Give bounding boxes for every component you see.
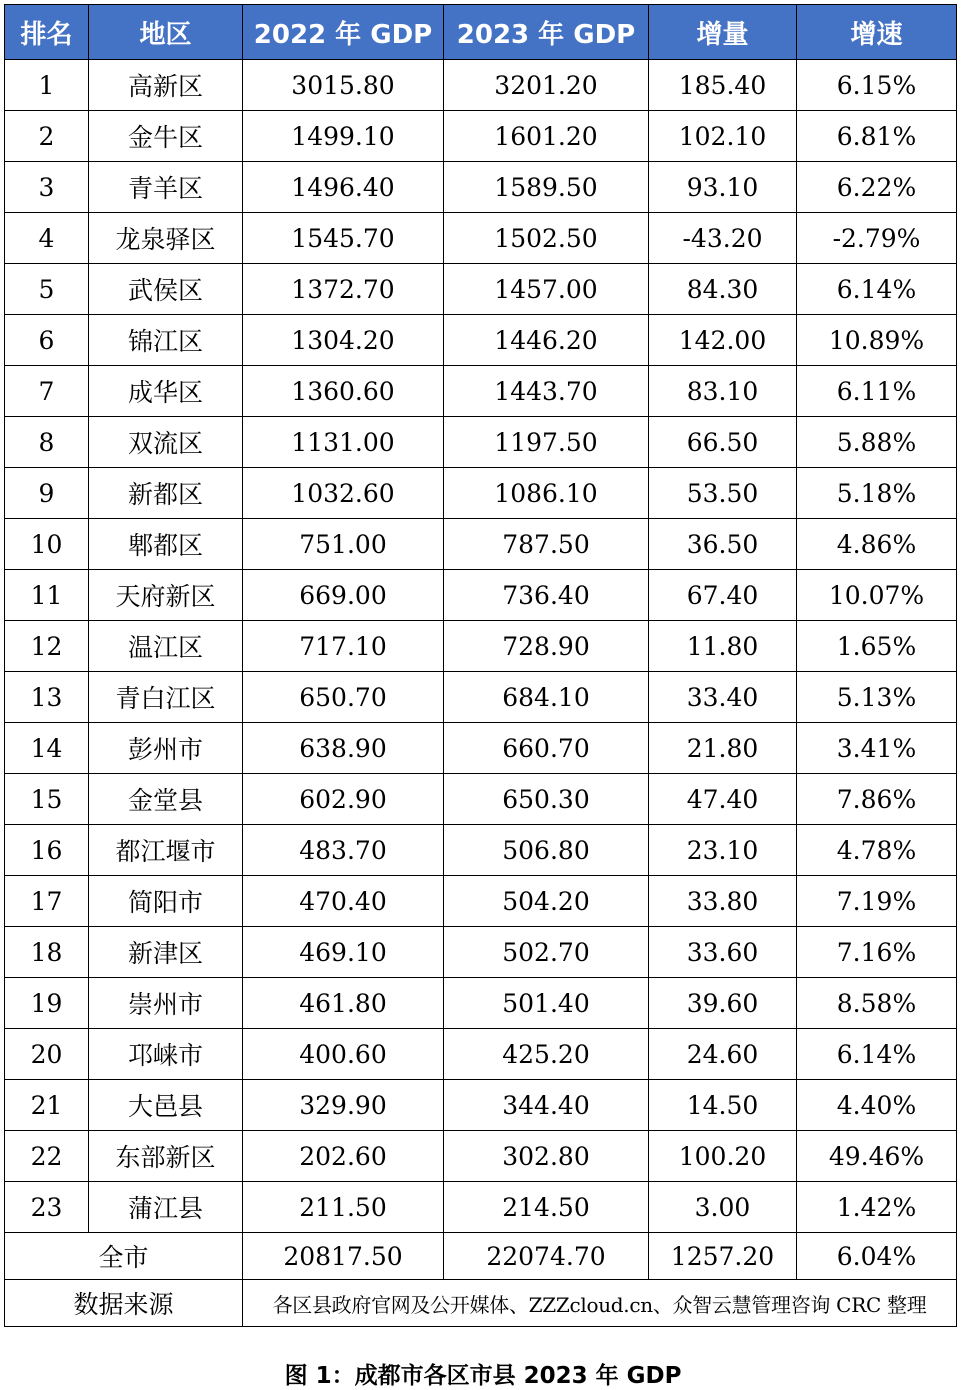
rank-cell: 17: [5, 876, 89, 927]
total-increase: 1257.20: [649, 1233, 797, 1280]
growth-cell: 5.18%: [797, 468, 957, 519]
table-row: [5, 825, 957, 876]
gdp-2023-cell: 504.20: [444, 876, 649, 927]
gdp-2023-cell: 684.10: [444, 672, 649, 723]
increase-cell: 83.10: [649, 366, 797, 417]
gdp-2022-cell: 202.60: [243, 1131, 444, 1182]
table-row: [5, 366, 957, 417]
table-row: [5, 162, 957, 213]
region-cell: 温江区: [89, 621, 243, 672]
region-cell: 大邑县: [89, 1080, 243, 1131]
header-gdp-2022: 2022 年 GDP: [243, 5, 444, 60]
rank-cell: 21: [5, 1080, 89, 1131]
rank-cell: 22: [5, 1131, 89, 1182]
rank-cell: 5: [5, 264, 89, 315]
rank-cell: 18: [5, 927, 89, 978]
region-cell: 东部新区: [89, 1131, 243, 1182]
region-cell: 都江堰市: [89, 825, 243, 876]
table-row: [5, 213, 957, 264]
gdp-2022-cell: 3015.80: [243, 60, 444, 111]
growth-cell: -2.79%: [797, 213, 957, 264]
total-gdp-2022: 20817.50: [243, 1233, 444, 1280]
rank-cell: 11: [5, 570, 89, 621]
rank-cell: 9: [5, 468, 89, 519]
growth-cell: 1.65%: [797, 621, 957, 672]
gdp-2022-cell: 1372.70: [243, 264, 444, 315]
growth-cell: 6.22%: [797, 162, 957, 213]
gdp-2022-cell: 470.40: [243, 876, 444, 927]
table-row: [5, 1131, 957, 1182]
table-row: [5, 723, 957, 774]
rank-cell: 19: [5, 978, 89, 1029]
increase-cell: 33.40: [649, 672, 797, 723]
gdp-2022-cell: 717.10: [243, 621, 444, 672]
region-cell: 青羊区: [89, 162, 243, 213]
region-cell: 锦江区: [89, 315, 243, 366]
gdp-2022-cell: 469.10: [243, 927, 444, 978]
increase-cell: 33.60: [649, 927, 797, 978]
increase-cell: 39.60: [649, 978, 797, 1029]
increase-cell: 47.40: [649, 774, 797, 825]
growth-cell: 6.14%: [797, 264, 957, 315]
region-cell: 彭州市: [89, 723, 243, 774]
region-cell: 龙泉驿区: [89, 213, 243, 264]
rank-cell: 20: [5, 1029, 89, 1080]
gdp-2023-cell: 501.40: [444, 978, 649, 1029]
increase-cell: 185.40: [649, 60, 797, 111]
growth-cell: 3.41%: [797, 723, 957, 774]
growth-cell: 4.86%: [797, 519, 957, 570]
increase-cell: 11.80: [649, 621, 797, 672]
growth-cell: 5.88%: [797, 417, 957, 468]
increase-cell: 21.80: [649, 723, 797, 774]
total-label: 全市: [5, 1233, 243, 1280]
gdp-2022-cell: 400.60: [243, 1029, 444, 1080]
gdp-2022-cell: 329.90: [243, 1080, 444, 1131]
gdp-2022-cell: 211.50: [243, 1182, 444, 1233]
table-row: [5, 417, 957, 468]
rank-cell: 7: [5, 366, 89, 417]
gdp-2023-cell: 302.80: [444, 1131, 649, 1182]
region-cell: 金牛区: [89, 111, 243, 162]
region-cell: 双流区: [89, 417, 243, 468]
gdp-2023-cell: 506.80: [444, 825, 649, 876]
increase-cell: 84.30: [649, 264, 797, 315]
header-region: 地区: [89, 5, 243, 60]
increase-cell: 3.00: [649, 1182, 797, 1233]
region-cell: 天府新区: [89, 570, 243, 621]
header-gdp-2023: 2023 年 GDP: [444, 5, 649, 60]
gdp-2022-cell: 1496.40: [243, 162, 444, 213]
gdp-2022-cell: 602.90: [243, 774, 444, 825]
gdp-2023-cell: 1443.70: [444, 366, 649, 417]
gdp-2022-cell: 1032.60: [243, 468, 444, 519]
table-row: [5, 315, 957, 366]
growth-cell: 6.11%: [797, 366, 957, 417]
increase-cell: 100.20: [649, 1131, 797, 1182]
table-row: [5, 1080, 957, 1131]
growth-cell: 10.89%: [797, 315, 957, 366]
region-cell: 金堂县: [89, 774, 243, 825]
increase-cell: 142.00: [649, 315, 797, 366]
header-growth: 增速: [797, 5, 957, 60]
gdp-2022-cell: 638.90: [243, 723, 444, 774]
growth-cell: 4.78%: [797, 825, 957, 876]
increase-cell: 93.10: [649, 162, 797, 213]
table-row: [5, 111, 957, 162]
gdp-2023-cell: 1502.50: [444, 213, 649, 264]
region-cell: 青白江区: [89, 672, 243, 723]
growth-cell: 6.81%: [797, 111, 957, 162]
gdp-2022-cell: 483.70: [243, 825, 444, 876]
gdp-2023-cell: 214.50: [444, 1182, 649, 1233]
gdp-2022-cell: 1360.60: [243, 366, 444, 417]
source-row: [5, 1280, 957, 1327]
increase-cell: 14.50: [649, 1080, 797, 1131]
gdp-2022-cell: 669.00: [243, 570, 444, 621]
growth-cell: 49.46%: [797, 1131, 957, 1182]
growth-cell: 6.15%: [797, 60, 957, 111]
region-cell: 崇州市: [89, 978, 243, 1029]
rank-cell: 16: [5, 825, 89, 876]
table-row: [5, 978, 957, 1029]
increase-cell: -43.20: [649, 213, 797, 264]
table-body: [5, 60, 957, 1327]
gdp-2023-cell: 1446.20: [444, 315, 649, 366]
header-rank: 排名: [5, 5, 89, 60]
rank-cell: 3: [5, 162, 89, 213]
growth-cell: 7.86%: [797, 774, 957, 825]
rank-cell: 6: [5, 315, 89, 366]
figure-caption: 图 1：成都市各区市县 2023 年 GDP: [284, 1363, 682, 1389]
gdp-2022-cell: 650.70: [243, 672, 444, 723]
region-cell: 郫都区: [89, 519, 243, 570]
rank-cell: 1: [5, 60, 89, 111]
gdp-2022-cell: 1545.70: [243, 213, 444, 264]
increase-cell: 67.40: [649, 570, 797, 621]
rank-cell: 23: [5, 1182, 89, 1233]
table-row: [5, 1182, 957, 1233]
gdp-2023-cell: 650.30: [444, 774, 649, 825]
source-text: 各区县政府官网及公开媒体、ZZZcloud.cn、众智云慧管理咨询 CRC 整理: [243, 1280, 957, 1327]
gdp-2023-cell: 425.20: [444, 1029, 649, 1080]
table-row: [5, 774, 957, 825]
rank-cell: 15: [5, 774, 89, 825]
table-row: [5, 519, 957, 570]
table-row: [5, 60, 957, 111]
total-gdp-2023: 22074.70: [444, 1233, 649, 1280]
table-row: [5, 672, 957, 723]
growth-cell: 8.58%: [797, 978, 957, 1029]
table-row: [5, 264, 957, 315]
growth-cell: 4.40%: [797, 1080, 957, 1131]
increase-cell: 24.60: [649, 1029, 797, 1080]
increase-cell: 66.50: [649, 417, 797, 468]
rank-cell: 12: [5, 621, 89, 672]
increase-cell: 33.80: [649, 876, 797, 927]
region-cell: 成华区: [89, 366, 243, 417]
total-row: [5, 1233, 957, 1280]
region-cell: 蒲江县: [89, 1182, 243, 1233]
rank-cell: 13: [5, 672, 89, 723]
rank-cell: 8: [5, 417, 89, 468]
region-cell: 简阳市: [89, 876, 243, 927]
table-row: [5, 876, 957, 927]
gdp-2022-cell: 461.80: [243, 978, 444, 1029]
increase-cell: 102.10: [649, 111, 797, 162]
source-label: 数据来源: [5, 1280, 243, 1327]
growth-cell: 5.13%: [797, 672, 957, 723]
increase-cell: 36.50: [649, 519, 797, 570]
region-cell: 邛崃市: [89, 1029, 243, 1080]
table-row: [5, 1029, 957, 1080]
region-cell: 新津区: [89, 927, 243, 978]
increase-cell: 53.50: [649, 468, 797, 519]
gdp-2023-cell: 344.40: [444, 1080, 649, 1131]
gdp-2022-cell: 751.00: [243, 519, 444, 570]
rank-cell: 4: [5, 213, 89, 264]
growth-cell: 10.07%: [797, 570, 957, 621]
table-row: [5, 468, 957, 519]
gdp-2023-cell: 728.90: [444, 621, 649, 672]
table-row: [5, 621, 957, 672]
gdp-2023-cell: 787.50: [444, 519, 649, 570]
rank-cell: 14: [5, 723, 89, 774]
gdp-2023-cell: 1601.20: [444, 111, 649, 162]
header-row: [5, 5, 957, 60]
gdp-2023-cell: 1197.50: [444, 417, 649, 468]
region-cell: 高新区: [89, 60, 243, 111]
growth-cell: 1.42%: [797, 1182, 957, 1233]
gdp-2023-cell: 1589.50: [444, 162, 649, 213]
gdp-2023-cell: 1457.00: [444, 264, 649, 315]
gdp-2023-cell: 1086.10: [444, 468, 649, 519]
gdp-2023-cell: 660.70: [444, 723, 649, 774]
region-cell: 武侯区: [89, 264, 243, 315]
gdp-2023-cell: 3201.20: [444, 60, 649, 111]
gdp-table: [4, 4, 957, 1327]
table-row: [5, 570, 957, 621]
gdp-2023-cell: 502.70: [444, 927, 649, 978]
gdp-2022-cell: 1131.00: [243, 417, 444, 468]
gdp-2022-cell: 1304.20: [243, 315, 444, 366]
growth-cell: 7.19%: [797, 876, 957, 927]
table-row: [5, 927, 957, 978]
rank-cell: 10: [5, 519, 89, 570]
rank-cell: 2: [5, 111, 89, 162]
total-growth: 6.04%: [797, 1233, 957, 1280]
increase-cell: 23.10: [649, 825, 797, 876]
growth-cell: 7.16%: [797, 927, 957, 978]
gdp-2023-cell: 736.40: [444, 570, 649, 621]
region-cell: 新都区: [89, 468, 243, 519]
gdp-2022-cell: 1499.10: [243, 111, 444, 162]
growth-cell: 6.14%: [797, 1029, 957, 1080]
header-increase: 增量: [649, 5, 797, 60]
